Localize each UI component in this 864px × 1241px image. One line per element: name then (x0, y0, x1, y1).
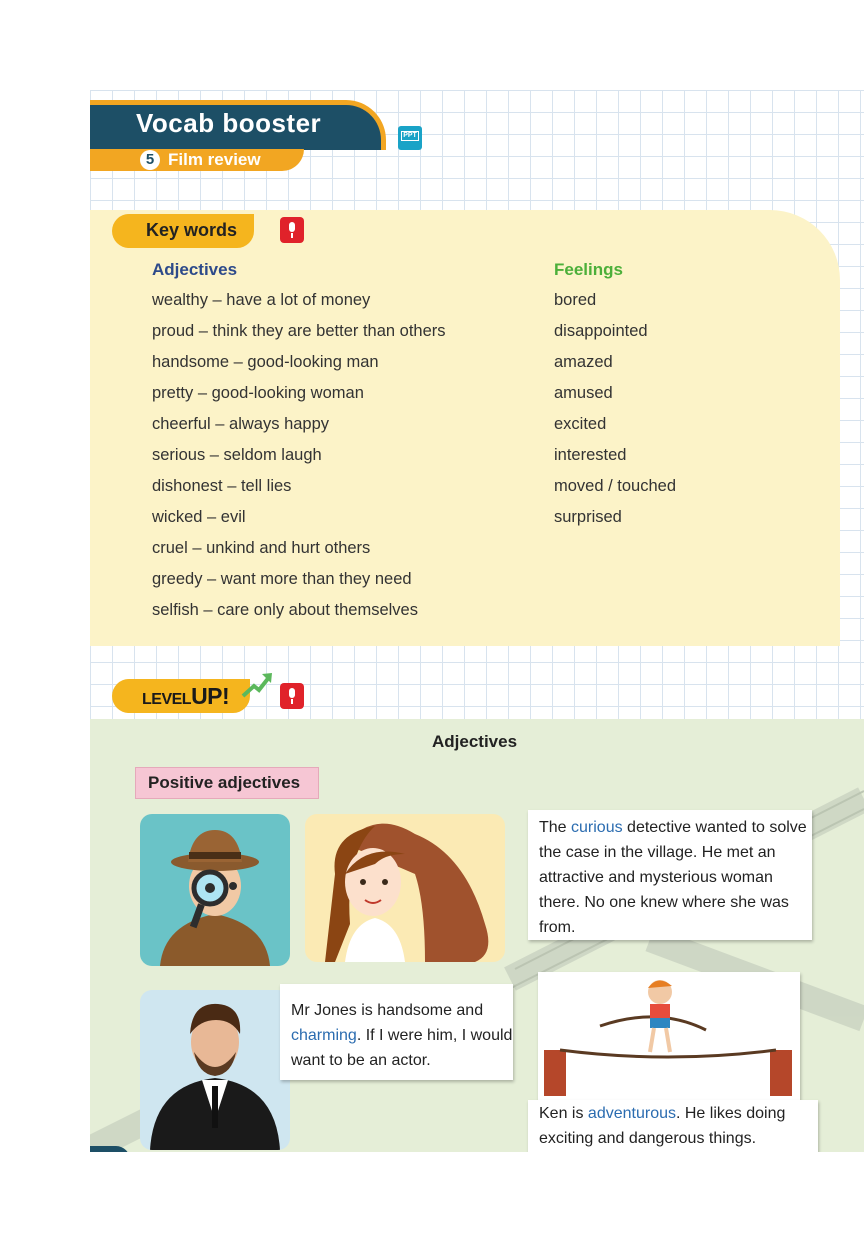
ppt-icon[interactable] (398, 126, 422, 150)
feelings-heading: Feelings (554, 260, 623, 279)
feeling-item: amused (554, 384, 613, 402)
adjective-item: cheerful – always happy (152, 415, 330, 433)
card-text-part: detective wanted to solve the case in the village. He met an attractive and mysterious woman there. No one knew where she was from. (539, 819, 807, 936)
highlighted-adjective: curious (571, 819, 623, 836)
ken-text (539, 1101, 819, 1151)
adjective-item: wicked – evil (152, 508, 246, 526)
feeling-item: bored (554, 291, 597, 309)
adjective-item: handsome – good-looking man (152, 353, 379, 371)
level-up-label-big: UP! (191, 683, 230, 709)
adjective-item: pretty – good-looking woman (152, 384, 364, 402)
key-words-label: Key words (146, 220, 238, 240)
feeling-item: amazed (554, 353, 613, 371)
jones-text (291, 998, 513, 1073)
adjective-item: wealthy – have a lot of money (152, 291, 371, 309)
adjective-item: selfish – care only about themselves (152, 601, 418, 619)
unit-number-badge: 5 (140, 150, 160, 170)
woman-icon (305, 814, 505, 962)
feeling-item: surprised (554, 508, 622, 526)
adjective-item: cruel – unkind and hurt others (152, 539, 371, 557)
tightrope-illustration (538, 972, 800, 1100)
section-heading: Adjectives (432, 732, 518, 751)
adjective-item: serious – seldom laugh (152, 446, 322, 464)
microphone-icon[interactable] (280, 217, 304, 243)
feeling-item: interested (554, 446, 627, 464)
highlighted-adjective: charming (291, 1027, 357, 1044)
card-text-part: Ken is (539, 1105, 588, 1122)
adjectives-heading: Adjectives (152, 260, 238, 279)
arrow-up-icon (240, 668, 274, 702)
ppt-icon-label: PPT (401, 131, 419, 141)
card-text-part: Mr Jones is handsome and (291, 1002, 484, 1019)
level-up-label-small: LEVEL (142, 691, 192, 708)
page-title: Vocab booster (136, 108, 322, 138)
card-text-part: . If I were him, I would want to be an actor. (291, 1027, 513, 1069)
level-up-label (142, 683, 229, 710)
adjective-item: dishonest – tell lies (152, 477, 292, 495)
textbook-page (90, 90, 864, 1152)
woman-illustration (305, 814, 505, 962)
card-text-part: The (539, 819, 572, 836)
highlighted-adjective: adventurous (587, 1105, 676, 1122)
adjective-item: greedy – want more than they need (152, 570, 412, 588)
microphone-icon[interactable] (280, 683, 304, 709)
man-illustration (140, 990, 290, 1150)
man-icon (140, 990, 290, 1150)
feeling-item: excited (554, 415, 607, 433)
detective-icon (140, 814, 290, 966)
positive-adjectives-label: Positive adjectives (148, 773, 301, 792)
feeling-item: disappointed (554, 322, 648, 340)
unit-title: Film review (168, 150, 261, 169)
feeling-item: moved / touched (554, 477, 676, 495)
detective-illustration (140, 814, 290, 966)
tightrope-boy-icon (538, 972, 800, 1100)
detective-text (539, 815, 809, 940)
card-text-part: . He likes doing exciting and dangerous things. (539, 1105, 786, 1147)
adjective-item: proud – think they are better than others (152, 322, 446, 340)
